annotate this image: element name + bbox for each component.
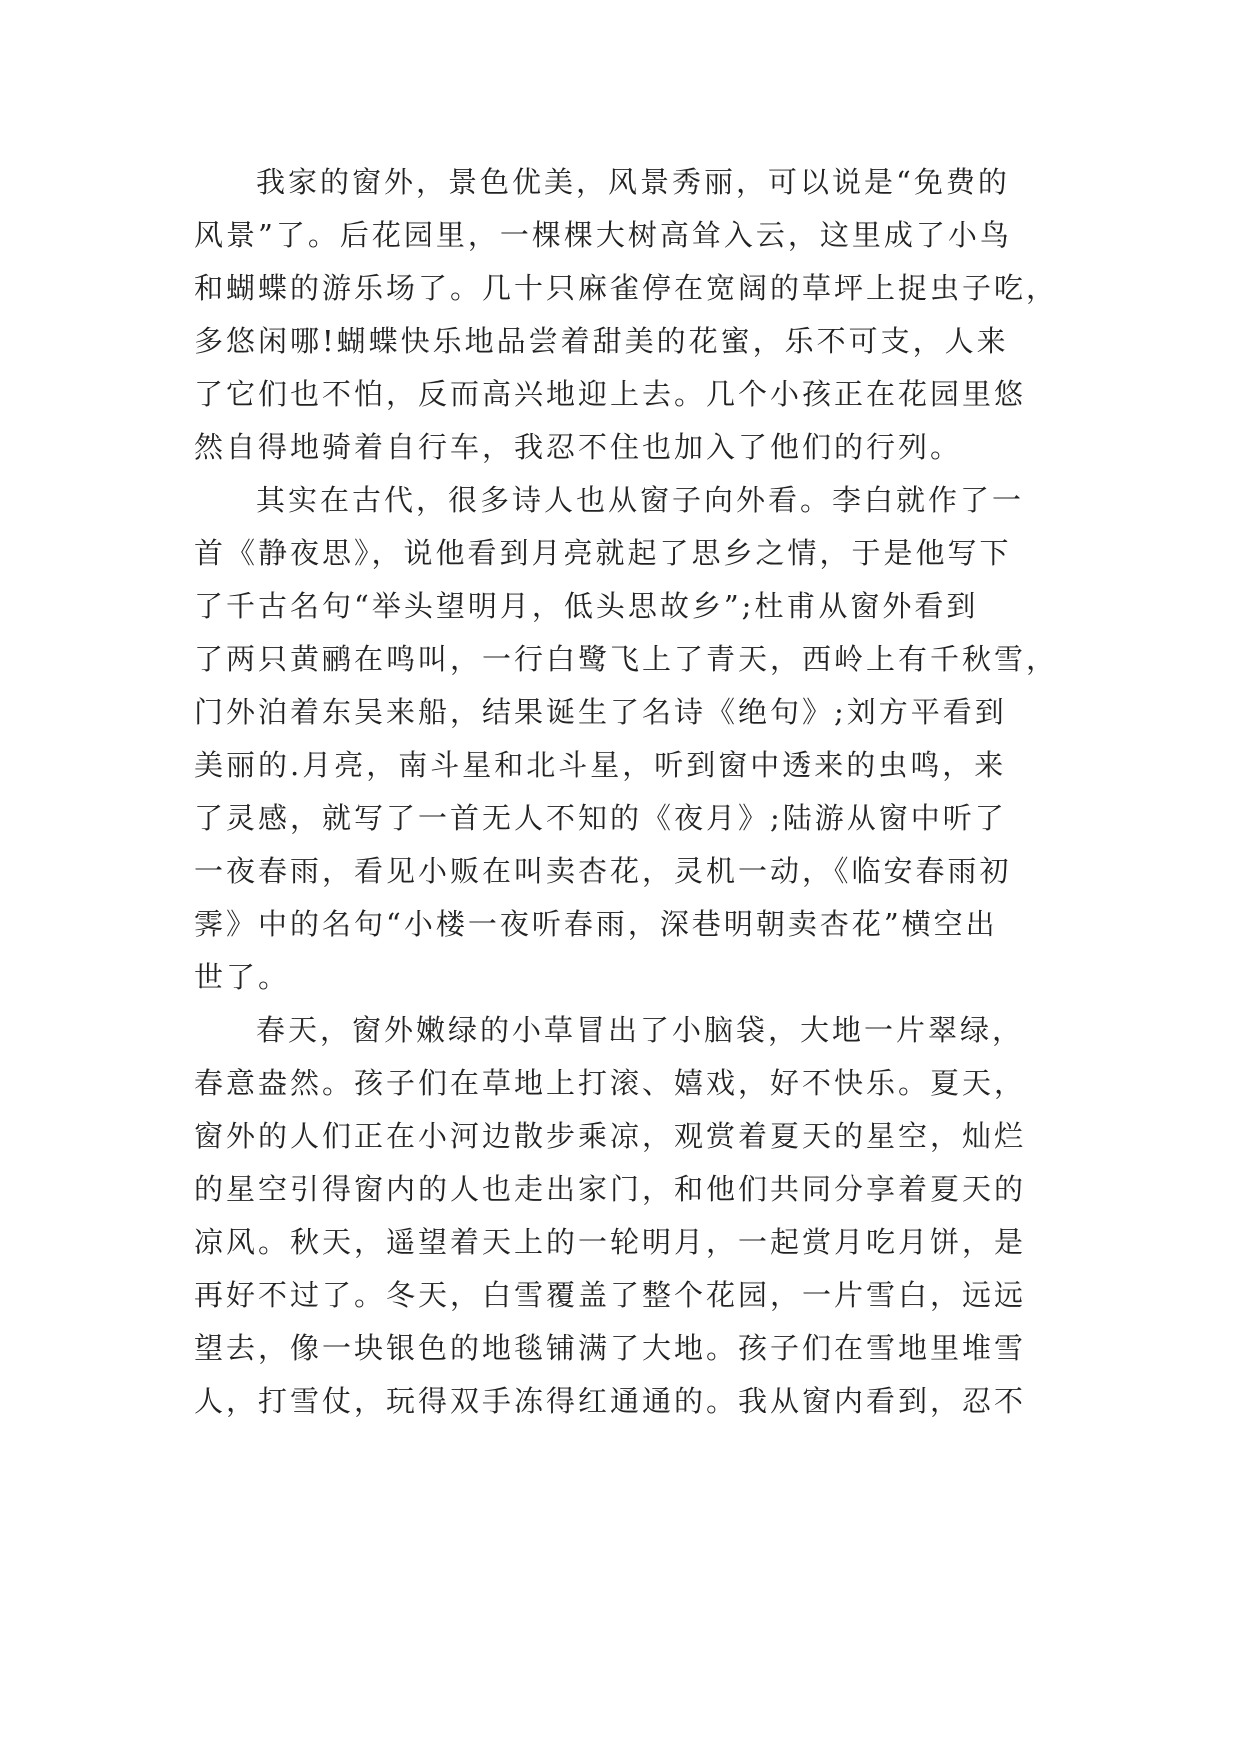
text-line: 窗外的人们正在小河边散步乘凉，观赏着夏天的星空，灿烂 — [194, 1119, 1027, 1153]
text-line: 人，打雪仗，玩得双手冻得红通通的。我从窗内看到，忍不 — [194, 1384, 1027, 1418]
paragraph-2 — [194, 474, 1059, 1004]
text-line: 首《静夜思》，说他看到月亮就起了思乡之情，于是他写下 — [194, 536, 1012, 570]
text-line: 其实在古代，很多诗人也从窗子向外看。李白就作了一 — [256, 483, 1025, 517]
text-line: 春意盎然。孩子们在草地上打滚、嬉戏，好不快乐。夏天， — [194, 1066, 1027, 1100]
text-line: 霁》中的名句“小楼一夜听春雨，深巷明朝卖杏花”横空出 — [194, 907, 998, 941]
text-line: 然自得地骑着自行车，我忍不住也加入了他们的行列。 — [194, 430, 963, 464]
text-line: 世了。 — [194, 960, 291, 994]
text-line: 我家的窗外，景色优美，风景秀丽，可以说是“免费的 — [256, 165, 1010, 199]
text-line: 了它们也不怕，反而高兴地迎上去。几个小孩正在花园里悠 — [194, 377, 1027, 411]
text-line: 凉风。秋天，遥望着天上的一轮明月，一起赏月吃月饼，是 — [194, 1225, 1027, 1259]
text-line: 和蝴蝶的游乐场了。几十只麻雀停在宽阔的草坪上捉虫子吃， — [194, 271, 1059, 305]
paragraph-3 — [194, 1004, 1054, 1428]
text-line: 门外泊着东吴来船，结果诞生了名诗《绝句》;刘方平看到 — [194, 695, 1007, 729]
text-line: 的星空引得窗内的人也走出家门，和他们共同分享着夏天的 — [194, 1172, 1027, 1206]
text-line: 多悠闲哪!蝴蝶快乐地品尝着甜美的花蜜，乐不可支，人来 — [194, 324, 1009, 358]
text-line: 春天，窗外嫩绿的小草冒出了小脑袋，大地一片翠绿， — [256, 1013, 1025, 1047]
text-line: 一夜春雨，看见小贩在叫卖杏花，灵机一动，《临安春雨初 — [194, 854, 1012, 888]
text-line: 了千古名句“举头望明月，低头思故乡”;杜甫从窗外看到 — [194, 589, 979, 623]
text-line: 望去，像一块银色的地毯铺满了大地。孩子们在雪地里堆雪 — [194, 1331, 1027, 1365]
text-line: 美丽的.月亮，南斗星和北斗星，听到窗中透来的虫鸣，来 — [194, 748, 1007, 782]
paragraph-1 — [194, 156, 1059, 474]
text-line: 了灵感，就写了一首无人不知的《夜月》;陆游从窗中听了 — [194, 801, 1007, 835]
text-line: 了两只黄鹂在鸣叫，一行白鹭飞上了青天，西岭上有千秋雪， — [194, 642, 1059, 676]
text-line: 再好不过了。冬天，白雪覆盖了整个花园，一片雪白，远远 — [194, 1278, 1027, 1312]
text-line: 风景”了。后花园里，一棵棵大树高耸入云，这里成了小鸟 — [194, 218, 1012, 252]
document-body — [194, 156, 1059, 1428]
